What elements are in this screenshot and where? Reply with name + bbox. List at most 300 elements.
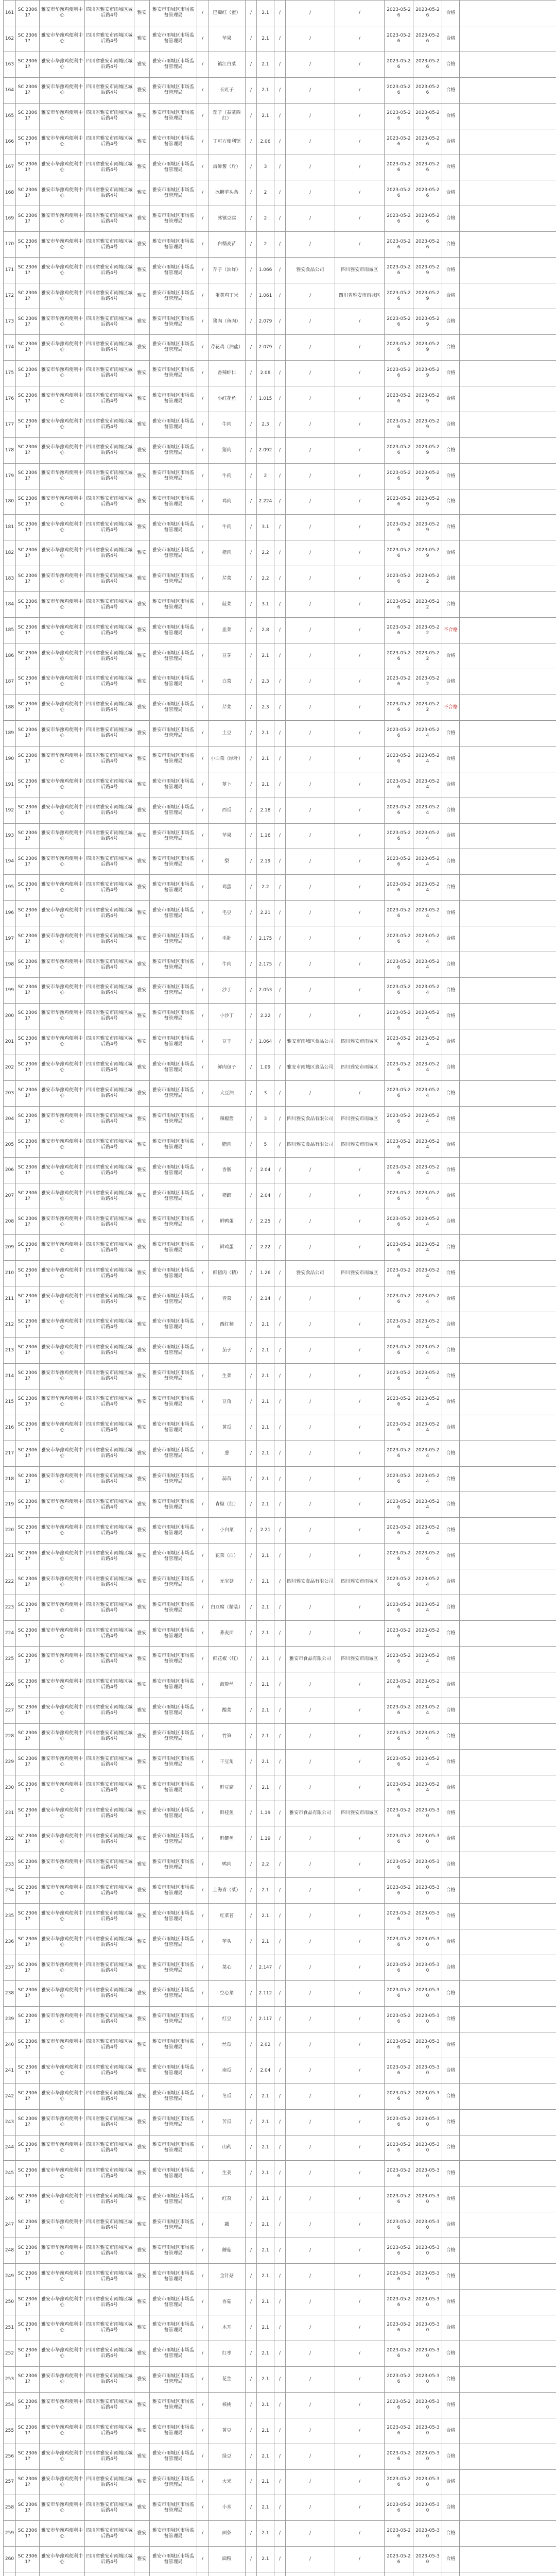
table-row bbox=[4, 2341, 556, 2366]
cell-unit: / bbox=[274, 1440, 286, 1466]
cell-spec: / bbox=[246, 1569, 257, 1595]
cell-row-number: 161 bbox=[4, 1, 16, 26]
cell-seller-address: 四川省雅安市雨城区城后路4号 bbox=[85, 1209, 134, 1235]
cell-city: 雅安 bbox=[134, 1801, 150, 1826]
cell-blank bbox=[460, 1852, 556, 1878]
cell-quantity: 2.04 bbox=[257, 2058, 274, 2083]
cell-result: 合格 bbox=[442, 1569, 460, 1595]
cell-test-date: 2023-05-24 bbox=[413, 1749, 442, 1775]
cell-manufacturer-address: / bbox=[335, 720, 385, 746]
cell-blank bbox=[460, 1466, 556, 1492]
cell-check: / bbox=[197, 232, 208, 258]
cell-product-name: 毛豆 bbox=[208, 901, 246, 926]
cell-sampling-date: 2023-05-26 bbox=[385, 52, 413, 77]
cell-product-name: 红苕 bbox=[208, 2187, 246, 2212]
cell-seller: 雅安市华豫鸡便利中心 bbox=[40, 52, 85, 77]
cell-seller-address: 四川省雅安市雨城区城后路4号 bbox=[85, 2264, 134, 2290]
cell-check: / bbox=[197, 2418, 208, 2444]
table-row bbox=[4, 180, 556, 206]
cell-agency: 雅安市雨城区市场监督管理局 bbox=[150, 103, 197, 129]
cell-sampling-date: 2023-05-26 bbox=[385, 1003, 413, 1029]
cell-row-number: 256 bbox=[4, 2444, 16, 2469]
cell-spec: / bbox=[246, 2341, 257, 2366]
cell-spec: / bbox=[246, 437, 257, 463]
cell-sample-code: SC 23061? bbox=[16, 463, 40, 489]
cell-sample-code: SC 23061? bbox=[16, 2341, 40, 2366]
cell-seller: 雅安市华豫鸡便利中心 bbox=[40, 1518, 85, 1544]
cell-quantity: 2.175 bbox=[257, 952, 274, 978]
cell-city: 雅安 bbox=[134, 926, 150, 952]
cell-manufacturer: 雅安市食品有限公司 bbox=[286, 1647, 335, 1672]
cell-sampling-date: 2023-05-26 bbox=[385, 1749, 413, 1775]
cell-result: 合格 bbox=[442, 2212, 460, 2238]
cell-row-number: 260 bbox=[4, 2547, 16, 2572]
cell-blank bbox=[460, 2109, 556, 2135]
cell-blank bbox=[460, 2032, 556, 2058]
cell-manufacturer: / bbox=[286, 1312, 335, 1338]
cell-blank bbox=[460, 1337, 556, 1363]
cell-seller-address: 四川省雅安市雨城区城后路4号 bbox=[85, 2058, 134, 2083]
cell-sample-code: SC 23061? bbox=[16, 2083, 40, 2109]
cell-unit: / bbox=[274, 2290, 286, 2315]
cell-seller-address: 四川省雅安市雨城区城后路4号 bbox=[85, 798, 134, 823]
cell-test-date: 2023-05-24 bbox=[413, 849, 442, 875]
cell-blank bbox=[460, 2521, 556, 2547]
cell-city: 雅安 bbox=[134, 2238, 150, 2264]
cell-result: 合格 bbox=[442, 1209, 460, 1235]
cell-agency: 雅安市雨城区市场监督管理局 bbox=[150, 515, 197, 540]
cell-spec bbox=[246, 2572, 257, 2576]
cell-seller: 雅安市华豫鸡便利中心 bbox=[40, 2135, 85, 2161]
cell-seller: 雅安市华豫鸡便利中心 bbox=[40, 1235, 85, 1261]
cell-manufacturer-address: / bbox=[335, 1, 385, 26]
cell-city: 雅安 bbox=[134, 1826, 150, 1852]
cell-manufacturer-address: 四川雅安市雨城区 bbox=[335, 1801, 385, 1826]
cell-agency: 雅安市雨城区市场监督管理局 bbox=[150, 1723, 197, 1749]
cell-blank bbox=[460, 2341, 556, 2366]
cell-sample-code: SC 23061? bbox=[16, 2547, 40, 2572]
cell-sample-code: SC 23061? bbox=[16, 1209, 40, 1235]
cell-agency: 雅安市雨城区市场监督管理局 bbox=[150, 2444, 197, 2469]
cell-spec: / bbox=[246, 2521, 257, 2547]
cell-check: / bbox=[197, 489, 208, 515]
cell-city: 雅安 bbox=[134, 2083, 150, 2109]
cell-manufacturer: / bbox=[286, 2495, 335, 2521]
cell-sample-code: SC 23061? bbox=[16, 2032, 40, 2058]
cell-test-date: 2023-05-24 bbox=[413, 823, 442, 849]
cell-blank bbox=[460, 1569, 556, 1595]
cell-seller: 雅安市华豫鸡便利中心 bbox=[40, 1852, 85, 1878]
cell-seller-address: 四川省雅安市雨城区城后路4号 bbox=[85, 2315, 134, 2341]
cell-spec: / bbox=[246, 129, 257, 155]
cell-seller: 雅安市华豫鸡便利中心 bbox=[40, 2315, 85, 2341]
cell-row-number: 206 bbox=[4, 1158, 16, 1183]
cell-city: 雅安 bbox=[134, 540, 150, 566]
cell-unit: / bbox=[274, 360, 286, 386]
cell-check: / bbox=[197, 1955, 208, 1981]
cell-blank bbox=[460, 694, 556, 720]
cell-seller: 雅安市华豫鸡便利中心 bbox=[40, 155, 85, 180]
cell-row-number: 202 bbox=[4, 1055, 16, 1080]
cell-seller-address: 四川省雅安市雨城区城后路4号 bbox=[85, 26, 134, 52]
cell-check: / bbox=[197, 1312, 208, 1338]
cell-result: 合格 bbox=[442, 283, 460, 309]
cell-quantity: 3 bbox=[257, 1106, 274, 1132]
cell-unit: / bbox=[274, 823, 286, 849]
cell-row-number: 259 bbox=[4, 2521, 16, 2547]
cell-city: 雅安 bbox=[134, 618, 150, 643]
cell-sampling-date: 2023-05-26 bbox=[385, 2135, 413, 2161]
cell-check: / bbox=[197, 2495, 208, 2521]
cell-seller-address: 四川省雅安市雨城区城后路4号 bbox=[85, 1723, 134, 1749]
table-row bbox=[4, 2161, 556, 2187]
cell-unit: / bbox=[274, 1518, 286, 1544]
cell-agency: 雅安市雨城区市场监督管理局 bbox=[150, 1595, 197, 1621]
cell-seller: 雅安市华豫鸡便利中心 bbox=[40, 1698, 85, 1723]
cell-agency: 雅安市雨城区市场监督管理局 bbox=[150, 77, 197, 103]
cell-check: / bbox=[197, 1003, 208, 1029]
cell-check: / bbox=[197, 901, 208, 926]
cell-product-name: 茄子（泰蒙西红） bbox=[208, 103, 246, 129]
cell-manufacturer: / bbox=[286, 1929, 335, 1955]
cell-result: 合格 bbox=[442, 2418, 460, 2444]
cell-city: 雅安 bbox=[134, 2366, 150, 2392]
cell-product-name: 巴蜀红（蛋） bbox=[208, 1, 246, 26]
cell-test-date: 2023-05-24 bbox=[413, 1389, 442, 1415]
cell-agency: 雅安市雨城区市场监督管理局 bbox=[150, 180, 197, 206]
cell-quantity: 2.3 bbox=[257, 669, 274, 694]
cell-result: 合格 bbox=[442, 1235, 460, 1261]
cell-unit: / bbox=[274, 643, 286, 669]
cell-test-date: 2023-05-24 bbox=[413, 1183, 442, 1209]
cell-row-number: 193 bbox=[4, 823, 16, 849]
cell-product-name: 葱 bbox=[208, 1440, 246, 1466]
cell-spec: / bbox=[246, 823, 257, 849]
cell-product-name: 芹菜 bbox=[208, 694, 246, 720]
cell-seller: 雅安市华豫鸡便利中心 bbox=[40, 592, 85, 618]
table-row bbox=[4, 2572, 556, 2576]
cell-result: 合格 bbox=[442, 1183, 460, 1209]
cell-unit: / bbox=[274, 2315, 286, 2341]
cell-sample-code: SC 23061? bbox=[16, 1, 40, 26]
table-row bbox=[4, 643, 556, 669]
cell-city: 雅安 bbox=[134, 952, 150, 978]
cell-result: 合格 bbox=[442, 2315, 460, 2341]
cell-seller-address: 四川省雅安市雨城区城后路4号 bbox=[85, 1183, 134, 1209]
cell-quantity: 2.1 bbox=[257, 2366, 274, 2392]
cell-sampling-date: 2023-05-26 bbox=[385, 926, 413, 952]
cell-manufacturer-address: / bbox=[335, 1209, 385, 1235]
cell-check: / bbox=[197, 772, 208, 798]
cell-blank bbox=[460, 1183, 556, 1209]
cell-sample-code: SC 23061? bbox=[16, 618, 40, 643]
cell-city: 雅安 bbox=[134, 1286, 150, 1312]
cell-manufacturer: / bbox=[286, 2006, 335, 2032]
cell-seller: 雅安市华豫鸡便利中心 bbox=[40, 463, 85, 489]
cell-sampling-date: 2023-05-26 bbox=[385, 2006, 413, 2032]
cell-spec: / bbox=[246, 2161, 257, 2187]
cell-seller-address: 四川省雅安市雨城区城后路4号 bbox=[85, 540, 134, 566]
cell-unit: / bbox=[274, 1544, 286, 1569]
cell-manufacturer: / bbox=[286, 2058, 335, 2083]
cell-unit: / bbox=[274, 2495, 286, 2521]
cell-sample-code: SC 23061? bbox=[16, 2187, 40, 2212]
cell-blank bbox=[460, 2212, 556, 2238]
cell-seller: 雅安市华豫鸡便利中心 bbox=[40, 1389, 85, 1415]
cell-seller: 雅安市华豫鸡便利中心 bbox=[40, 412, 85, 437]
cell-test-date: 2023-05-24 bbox=[413, 1209, 442, 1235]
cell-test-date: 2023-05-24 bbox=[413, 1672, 442, 1698]
cell-product-name: 辣椒酱 bbox=[208, 1106, 246, 1132]
cell-manufacturer: 四川雅安食品有限公司 bbox=[286, 1132, 335, 1158]
cell-product-name: 鲜鲫鱼 bbox=[208, 1826, 246, 1852]
cell-sample-code: SC 23061? bbox=[16, 2135, 40, 2161]
cell-row-number: 186 bbox=[4, 643, 16, 669]
cell-blank bbox=[460, 386, 556, 412]
cell-spec: / bbox=[246, 1929, 257, 1955]
cell-result: 合格 bbox=[442, 2187, 460, 2212]
cell-spec: / bbox=[246, 1, 257, 26]
cell-product-name: 菜心 bbox=[208, 1955, 246, 1981]
cell-city: 雅安 bbox=[134, 206, 150, 232]
cell-quantity: 3.1 bbox=[257, 592, 274, 618]
cell-manufacturer: / bbox=[286, 1826, 335, 1852]
cell-city: 雅安 bbox=[134, 360, 150, 386]
cell-blank bbox=[460, 1672, 556, 1698]
cell-blank bbox=[460, 1775, 556, 1801]
cell-seller-address: 四川省雅安市雨城区城后路4号 bbox=[85, 1955, 134, 1981]
cell-manufacturer-address: / bbox=[335, 643, 385, 669]
cell-sample-code: SC 23061? bbox=[16, 2290, 40, 2315]
cell-blank bbox=[460, 334, 556, 360]
cell-blank bbox=[460, 1929, 556, 1955]
cell-seller-address: 四川省雅安市雨城区城后路4号 bbox=[85, 386, 134, 412]
cell-sample-code: SC 23061? bbox=[16, 694, 40, 720]
cell-manufacturer-address: / bbox=[335, 618, 385, 643]
table-row bbox=[4, 1775, 556, 1801]
cell-seller: 雅安市华豫鸡便利中心 bbox=[40, 926, 85, 952]
cell-sample-code: SC 23061? bbox=[16, 1929, 40, 1955]
cell-unit: / bbox=[274, 849, 286, 875]
cell-blank bbox=[460, 1723, 556, 1749]
cell-quantity: 1.015 bbox=[257, 386, 274, 412]
cell-sampling-date: 2023-05-26 bbox=[385, 1672, 413, 1698]
cell-product-name: 牛肉 bbox=[208, 463, 246, 489]
cell-city: 雅安 bbox=[134, 2315, 150, 2341]
cell-agency: 雅安市雨城区市场监督管理局 bbox=[150, 2187, 197, 2212]
cell-row-number: 201 bbox=[4, 1029, 16, 1055]
cell-manufacturer: / bbox=[286, 283, 335, 309]
cell-test-date: 2023-05-26 bbox=[413, 129, 442, 155]
cell-blank bbox=[460, 489, 556, 515]
cell-blank bbox=[460, 232, 556, 258]
cell-row-number: 246 bbox=[4, 2187, 16, 2212]
cell-sampling-date: 2023-05-26 bbox=[385, 2418, 413, 2444]
cell-test-date: 2023-05-22 bbox=[413, 618, 442, 643]
cell-seller-address: 四川省雅安市雨城区城后路4号 bbox=[85, 2212, 134, 2238]
cell-seller-address: 四川省雅安市雨城区城后路4号 bbox=[85, 180, 134, 206]
cell-result: 合格 bbox=[442, 360, 460, 386]
cell-agency: 雅安市雨城区市场监督管理局 bbox=[150, 2058, 197, 2083]
cell-row-number: 188 bbox=[4, 694, 16, 720]
cell-row-number: 219 bbox=[4, 1492, 16, 1518]
cell-blank bbox=[460, 926, 556, 952]
cell-test-date: 2023-05-22 bbox=[413, 566, 442, 592]
cell-test-date: 2023-05-24 bbox=[413, 1698, 442, 1723]
cell-quantity: 2.1 bbox=[257, 1312, 274, 1338]
cell-product-name: 藕 bbox=[208, 2212, 246, 2238]
cell-quantity: 2.1 bbox=[257, 2264, 274, 2290]
cell-manufacturer-address: / bbox=[335, 1518, 385, 1544]
cell-sample-code: SC 23061? bbox=[16, 720, 40, 746]
table-row bbox=[4, 52, 556, 77]
cell-blank bbox=[460, 1801, 556, 1826]
cell-seller: 雅安市华豫鸡便利中心 bbox=[40, 515, 85, 540]
cell-blank bbox=[460, 1055, 556, 1080]
cell-test-date: 2023-05-26 bbox=[413, 103, 442, 129]
cell-test-date: 2023-05-24 bbox=[413, 1158, 442, 1183]
cell-seller: 雅安市华豫鸡便利中心 bbox=[40, 2083, 85, 2109]
cell-blank bbox=[460, 1415, 556, 1440]
cell-check: / bbox=[197, 2212, 208, 2238]
cell-product-name: 小白菜（绿叶） bbox=[208, 746, 246, 772]
table-row bbox=[4, 2366, 556, 2392]
cell-agency: 雅安市雨城区市场监督管理局 bbox=[150, 26, 197, 52]
cell-check: / bbox=[197, 258, 208, 283]
cell-seller: 雅安市华豫鸡便利中心 bbox=[40, 1029, 85, 1055]
cell-agency: 雅安市雨城区市场监督管理局 bbox=[150, 2161, 197, 2187]
cell-agency: 雅安市雨城区市场监督管理局 bbox=[150, 1569, 197, 1595]
cell-test-date: 2023-05-30 bbox=[413, 2109, 442, 2135]
cell-seller-address: 四川省雅安市雨城区城后路4号 bbox=[85, 206, 134, 232]
cell-seller-address: 四川省雅安市雨城区城后路4号 bbox=[85, 283, 134, 309]
cell-sampling-date: 2023-05-26 bbox=[385, 232, 413, 258]
cell-sample-code: SC 23061? bbox=[16, 798, 40, 823]
cell-check: / bbox=[197, 2315, 208, 2341]
cell-seller-address: 四川省雅安市雨城区城后路4号 bbox=[85, 1389, 134, 1415]
cell-manufacturer-address: / bbox=[335, 2109, 385, 2135]
cell-result: 合格 bbox=[442, 1518, 460, 1544]
cell-city: 雅安 bbox=[134, 1852, 150, 1878]
cell-quantity: 2.1 bbox=[257, 1440, 274, 1466]
cell-sampling-date: 2023-05-26 bbox=[385, 2521, 413, 2547]
cell-row-number: 190 bbox=[4, 746, 16, 772]
cell-row-number: 248 bbox=[4, 2238, 16, 2264]
cell-row-number: 207 bbox=[4, 1183, 16, 1209]
cell-blank bbox=[460, 515, 556, 540]
cell-test-date: 2023-05-24 bbox=[413, 746, 442, 772]
cell-result: 合格 bbox=[442, 1363, 460, 1389]
cell-row-number: 200 bbox=[4, 1003, 16, 1029]
cell-unit: / bbox=[274, 1235, 286, 1261]
cell-seller-address: 四川省雅安市雨城区城后路4号 bbox=[85, 1003, 134, 1029]
cell-city: 雅安 bbox=[134, 1775, 150, 1801]
cell-row-number: 167 bbox=[4, 155, 16, 180]
cell-quantity: 2.1 bbox=[257, 1415, 274, 1440]
cell-check: / bbox=[197, 1801, 208, 1826]
cell-test-date: 2023-05-24 bbox=[413, 952, 442, 978]
table-row bbox=[4, 463, 556, 489]
cell-seller-address: 四川省雅安市雨城区城后路4号 bbox=[85, 2290, 134, 2315]
cell-manufacturer: / bbox=[286, 566, 335, 592]
cell-product-name: 腊肉 bbox=[208, 1132, 246, 1158]
cell-unit: / bbox=[274, 952, 286, 978]
cell-spec: / bbox=[246, 952, 257, 978]
cell-spec: / bbox=[246, 155, 257, 180]
cell-agency: 雅安市雨城区市场监督管理局 bbox=[150, 1698, 197, 1723]
cell-blank bbox=[460, 2418, 556, 2444]
cell-result: 合格 bbox=[442, 386, 460, 412]
cell-check: / bbox=[197, 1672, 208, 1698]
cell-unit: / bbox=[274, 978, 286, 1004]
cell-row-number: 162 bbox=[4, 26, 16, 52]
cell-test-date: 2023-05-30 bbox=[413, 2032, 442, 2058]
cell-sample-code: SC 23061? bbox=[16, 1003, 40, 1029]
cell-unit: / bbox=[274, 2212, 286, 2238]
cell-seller-address: 四川省雅安市雨城区城后路4号 bbox=[85, 926, 134, 952]
table-row bbox=[4, 232, 556, 258]
cell-manufacturer-address: 四川雅安市雨城区 bbox=[335, 1055, 385, 1080]
cell-seller-address: 四川省雅安市雨城区城后路4号 bbox=[85, 720, 134, 746]
cell-test-date: 2023-05-22 bbox=[413, 592, 442, 618]
cell-result: 合格 bbox=[442, 2444, 460, 2469]
cell-product-name: 干豆角 bbox=[208, 1749, 246, 1775]
cell-test-date: 2023-05-30 bbox=[413, 2006, 442, 2032]
table-row bbox=[4, 334, 556, 360]
cell-agency: 雅安市雨城区市场监督管理局 bbox=[150, 1826, 197, 1852]
cell-city: 雅安 bbox=[134, 2392, 150, 2418]
cell-seller-address: 四川省雅安市雨城区城后路4号 bbox=[85, 2547, 134, 2572]
cell-sample-code: SC 23061? bbox=[16, 2264, 40, 2290]
cell-manufacturer-address: / bbox=[335, 1595, 385, 1621]
cell-seller: 雅安市华豫鸡便利中心 bbox=[40, 540, 85, 566]
cell-city: 雅安 bbox=[134, 978, 150, 1004]
cell-unit: / bbox=[274, 1929, 286, 1955]
cell-manufacturer-address: / bbox=[335, 2058, 385, 2083]
cell-sample-code: SC 23061? bbox=[16, 2315, 40, 2341]
cell-product-name: 绿豆 bbox=[208, 2444, 246, 2469]
cell-test-date: 2023-05-24 bbox=[413, 1415, 442, 1440]
cell-test-date: 2023-05-24 bbox=[413, 772, 442, 798]
cell-blank bbox=[460, 129, 556, 155]
cell-product-name: 苹果 bbox=[208, 26, 246, 52]
cell-row-number: 197 bbox=[4, 926, 16, 952]
cell-manufacturer-address: / bbox=[335, 2161, 385, 2187]
cell-spec: / bbox=[246, 2032, 257, 2058]
cell-blank bbox=[460, 1261, 556, 1286]
cell-check: / bbox=[197, 129, 208, 155]
cell-seller: 雅安市华豫鸡便利中心 bbox=[40, 2032, 85, 2058]
cell-result: 合格 bbox=[442, 1492, 460, 1518]
cell-result: 合格 bbox=[442, 1698, 460, 1723]
cell-manufacturer-address: / bbox=[335, 746, 385, 772]
cell-product-name: 核桃 bbox=[208, 2392, 246, 2418]
cell-blank bbox=[460, 155, 556, 180]
cell-row-number: 173 bbox=[4, 309, 16, 335]
cell-unit: / bbox=[274, 1209, 286, 1235]
cell-blank bbox=[460, 746, 556, 772]
cell-product-name: 木耳 bbox=[208, 2315, 246, 2341]
cell-agency: 雅安市雨城区市场监督管理局 bbox=[150, 463, 197, 489]
cell-seller-address: 四川省雅安市雨城区城后路4号 bbox=[85, 103, 134, 129]
cell-seller: 雅安市华豫鸡便利中心 bbox=[40, 1878, 85, 1904]
cell-test-date: 2023-05-30 bbox=[413, 2444, 442, 2469]
cell-product-name: 冰糖芋头条 bbox=[208, 180, 246, 206]
cell-unit: / bbox=[274, 2264, 286, 2290]
cell-seller-address: 四川省雅安市雨城区城后路4号 bbox=[85, 1826, 134, 1852]
cell-check: / bbox=[197, 1209, 208, 1235]
cell-product-name: 豆角 bbox=[208, 1389, 246, 1415]
